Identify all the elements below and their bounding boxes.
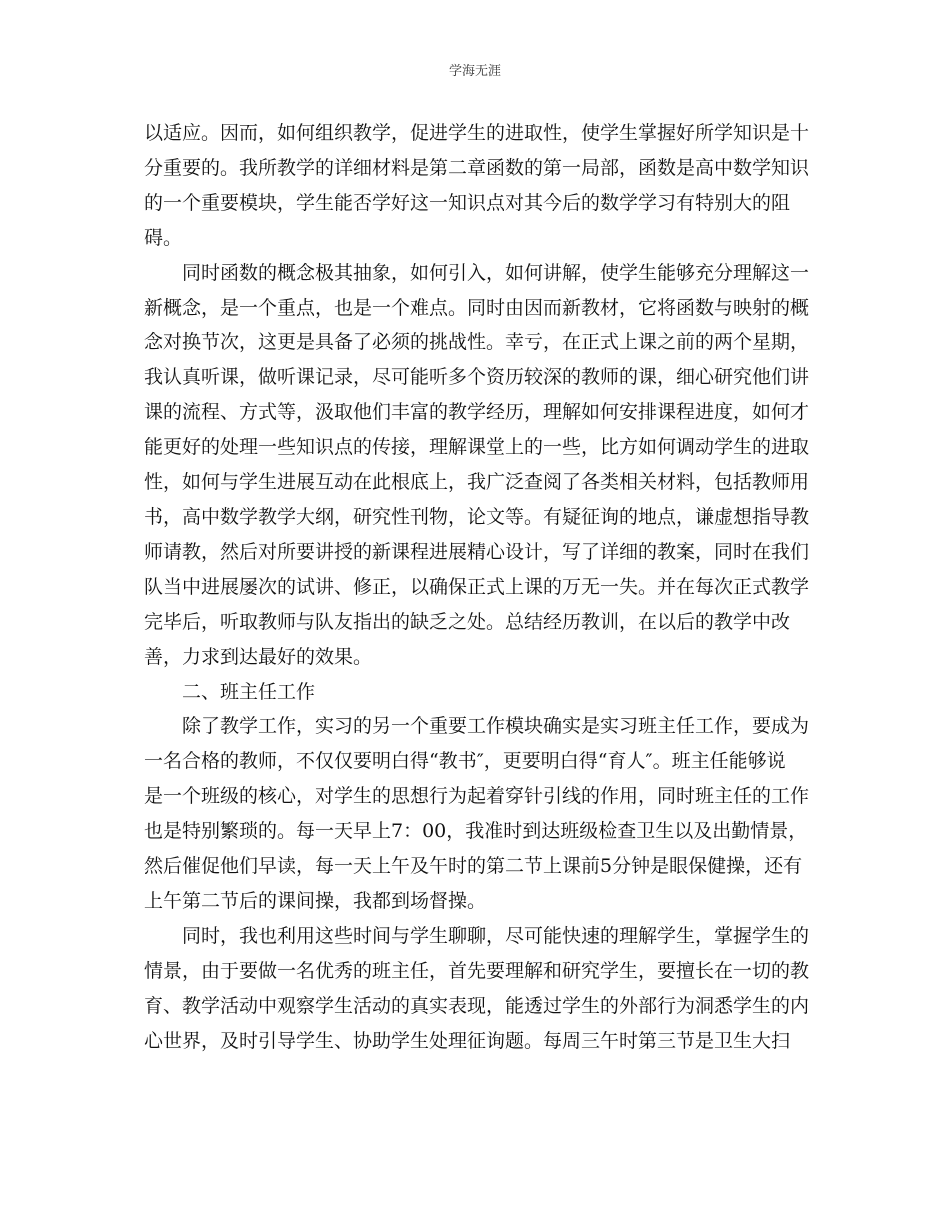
section-heading — [144, 675, 804, 710]
text-line: 上午第二节后的课间操，我都到场督操。 — [144, 889, 487, 912]
paragraph — [144, 116, 810, 256]
page-header: 学海无涯 — [448, 64, 501, 79]
text-line: 一名合格的教师，不仅仅要明白得“教书″，更要明白得“育人″。班主任能够说 — [144, 750, 786, 773]
document-body — [144, 116, 810, 1058]
text-line: 完毕后，听取教师与队友指出的缺乏之处。总结经历教训，在以后的教学中改 — [144, 610, 791, 633]
paragraph — [144, 256, 810, 675]
text-line: 也是特别繁琐的。每一天早上7：00，我准时到达班级检查卫生以及出勤情景， — [144, 820, 808, 843]
text-line: 二、班主任工作 — [182, 680, 316, 703]
paragraph — [144, 919, 810, 1059]
text-line: 同时，我也利用这些时间与学生聊聊，尽可能快速的理解学生，掌握学生的 — [182, 924, 810, 947]
text-line: 念对换节次，这更是具备了必须的挑战性。幸亏，在正式上课之前的两个星期， — [144, 331, 810, 354]
text-line: 除了教学工作，实习的另一个重要工作模块确实是实习班主任工作，要成为 — [182, 715, 810, 738]
text-line: 然后催促他们早读，每一天上午及午时的第二节上课前5分钟是眼保健操，还有 — [144, 855, 803, 878]
text-line: 我认真听课，做听课记录，尽可能听多个资历较深的教师的课，细心研究他们讲 — [144, 366, 810, 389]
text-line: 善，力求到达最好的效果。 — [144, 645, 373, 668]
text-line: 队当中进展屡次的试讲、修正，以确保正式上课的万无一失。并在每次正式教学 — [144, 575, 810, 598]
text-line: 同时函数的概念极其抽象，如何引入，如何讲解，使学生能够充分理解这一 — [182, 261, 810, 284]
text-line: 的一个重要模块，学生能否学好这一知识点对其今后的数学学习有特别大的阻 — [144, 191, 791, 214]
text-line: 是一个班级的核心，对学生的思想行为起着穿针引线的作用，同时班主任的工作 — [144, 785, 810, 808]
text-line: 碍。 — [144, 226, 183, 249]
text-line: 能更好的处理一些知识点的传接，理解课堂上的一些，比方如何调动学生的进取 — [144, 436, 810, 459]
text-line: 书，高中数学教学大纲，研究性刊物，论文等。有疑征询的地点，谦虚想指导教 — [144, 505, 810, 528]
text-line: 育、教学活动中观察学生活动的真实表现，能透过学生的外部行为洞悉学生的内 — [144, 994, 810, 1017]
text-line: 性，如何与学生进展互动在此根底上，我广泛查阅了各类相关材料，包括教师用 — [144, 471, 810, 494]
text-line: 分重要的。我所教学的详细材料是第二章函数的第一局部，函数是高中数学知识 — [144, 156, 810, 179]
text-line: 心世界，及时引导学生、协助学生处理征询题。每周三午时第三节是卫生大扫 — [144, 1029, 791, 1052]
text-line: 以适应。因而，如何组织教学，促进学生的进取性，使学生掌握好所学知识是十 — [144, 122, 810, 144]
paragraph — [144, 709, 810, 918]
text-line: 情景，由于要做一名优秀的班主任，首先要理解和研究学生，要擅长在一切的教 — [144, 959, 810, 982]
text-line: 师请教，然后对所要讲授的新课程进展精心设计，写了详细的教案，同时在我们 — [144, 540, 810, 563]
text-line: 课的流程、方式等，汲取他们丰富的教学经历，理解如何安排课程进度，如何才 — [144, 401, 810, 424]
text-line: 新概念，是一个重点，也是一个难点。同时由因而新教材，它将函数与映射的概 — [144, 296, 810, 319]
